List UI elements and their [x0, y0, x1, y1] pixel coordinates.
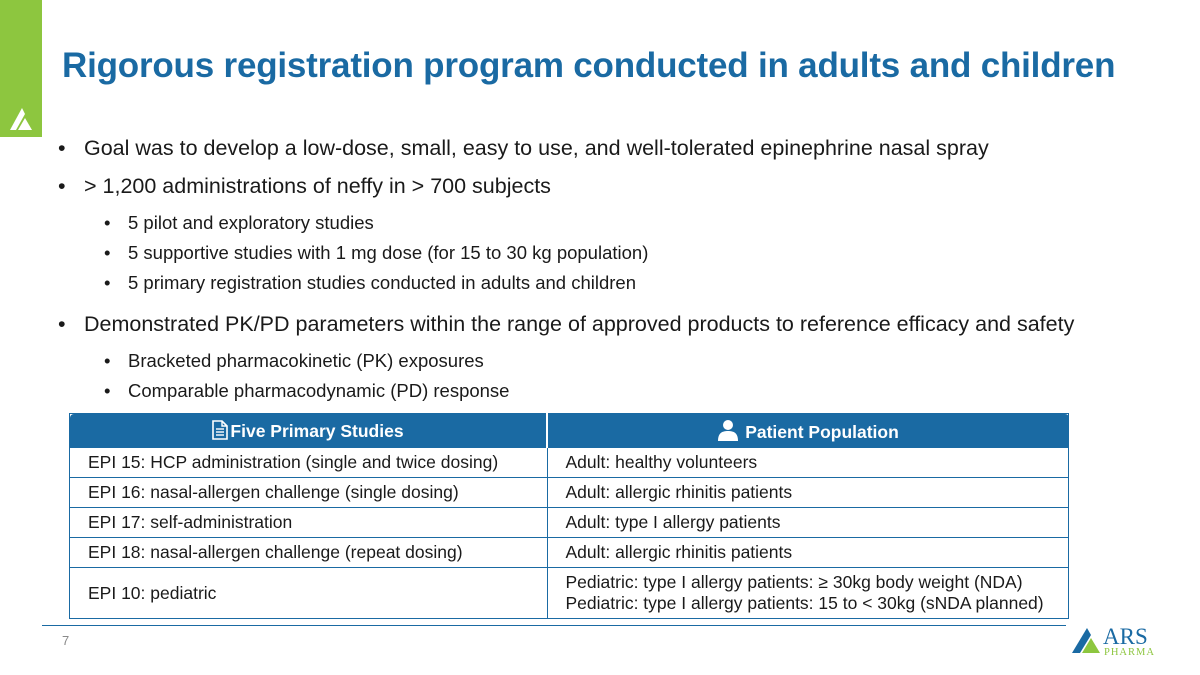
- study-cell: EPI 17: self-administration: [70, 508, 548, 538]
- study-cell: EPI 15: HCP administration (single and twice dosing): [70, 448, 548, 478]
- population-cell: Adult: allergic rhinitis patients: [547, 538, 1069, 568]
- table-row: [70, 478, 1069, 508]
- population-line: Pediatric: type I allergy patients: 15 to < 30kg (sNDA planned): [565, 593, 1044, 613]
- header-patient-population: [547, 414, 1069, 448]
- bullet-list: [58, 136, 1178, 410]
- bullet-item: • Goal was to develop a low-dose, small, easy to use, and well-tolerated epinephrine nasal spray: [58, 136, 1178, 160]
- header-five-primary-studies: [70, 414, 548, 448]
- document-icon: [212, 420, 228, 440]
- sub-bullet-item: • Bracketed pharmacokinetic (PK) exposures: [58, 350, 1178, 372]
- study-cell: EPI 16: nasal-allergen challenge (single dosing): [70, 478, 548, 508]
- population-cell: Adult: healthy volunteers: [547, 448, 1069, 478]
- table-row: [70, 568, 1069, 619]
- page-number: 7: [62, 633, 70, 648]
- population-cell: Adult: type I allergy patients: [547, 508, 1069, 538]
- brand-mark-icon: [8, 104, 34, 132]
- logo-name-bottom: PHARMA: [1104, 647, 1155, 658]
- population-cell: Adult: allergic rhinitis patients: [547, 478, 1069, 508]
- population-cell: [547, 568, 1069, 619]
- logo-name-top: ARS: [1103, 624, 1148, 649]
- sub-bullet-item: • Comparable pharmacodynamic (PD) response: [58, 380, 1178, 402]
- ars-pharma-logo: [1070, 620, 1170, 662]
- footer-divider: [42, 625, 1066, 626]
- sub-bullet-item: • 5 pilot and exploratory studies: [58, 212, 1178, 234]
- population-line: Pediatric: type I allergy patients: ≥ 30kg body weight (NDA): [565, 572, 1023, 592]
- table-row: [70, 448, 1069, 478]
- studies-table: [69, 413, 1069, 619]
- sub-bullet-item: • 5 primary registration studies conducted in adults and children: [58, 272, 1178, 294]
- table-header-row: [70, 414, 1069, 448]
- bullet-item: • > 1,200 administrations of neffy in > 700 subjects: [58, 174, 1178, 198]
- sub-bullet-item: • 5 supportive studies with 1 mg dose (for 15 to 30 kg population): [58, 242, 1178, 264]
- study-cell: EPI 10: pediatric: [70, 568, 548, 619]
- table-row: [70, 538, 1069, 568]
- header-label: Five Primary Studies: [230, 420, 404, 441]
- header-label: Patient Population: [745, 421, 899, 442]
- slide-title: Rigorous registration program conducted in adults and children: [62, 46, 1116, 85]
- bullet-item: • Demonstrated PK/PD parameters within the range of approved products to reference efficacy and safety: [58, 312, 1178, 336]
- study-cell: EPI 18: nasal-allergen challenge (repeat dosing): [70, 538, 548, 568]
- table-row: [70, 508, 1069, 538]
- person-icon: [717, 419, 739, 441]
